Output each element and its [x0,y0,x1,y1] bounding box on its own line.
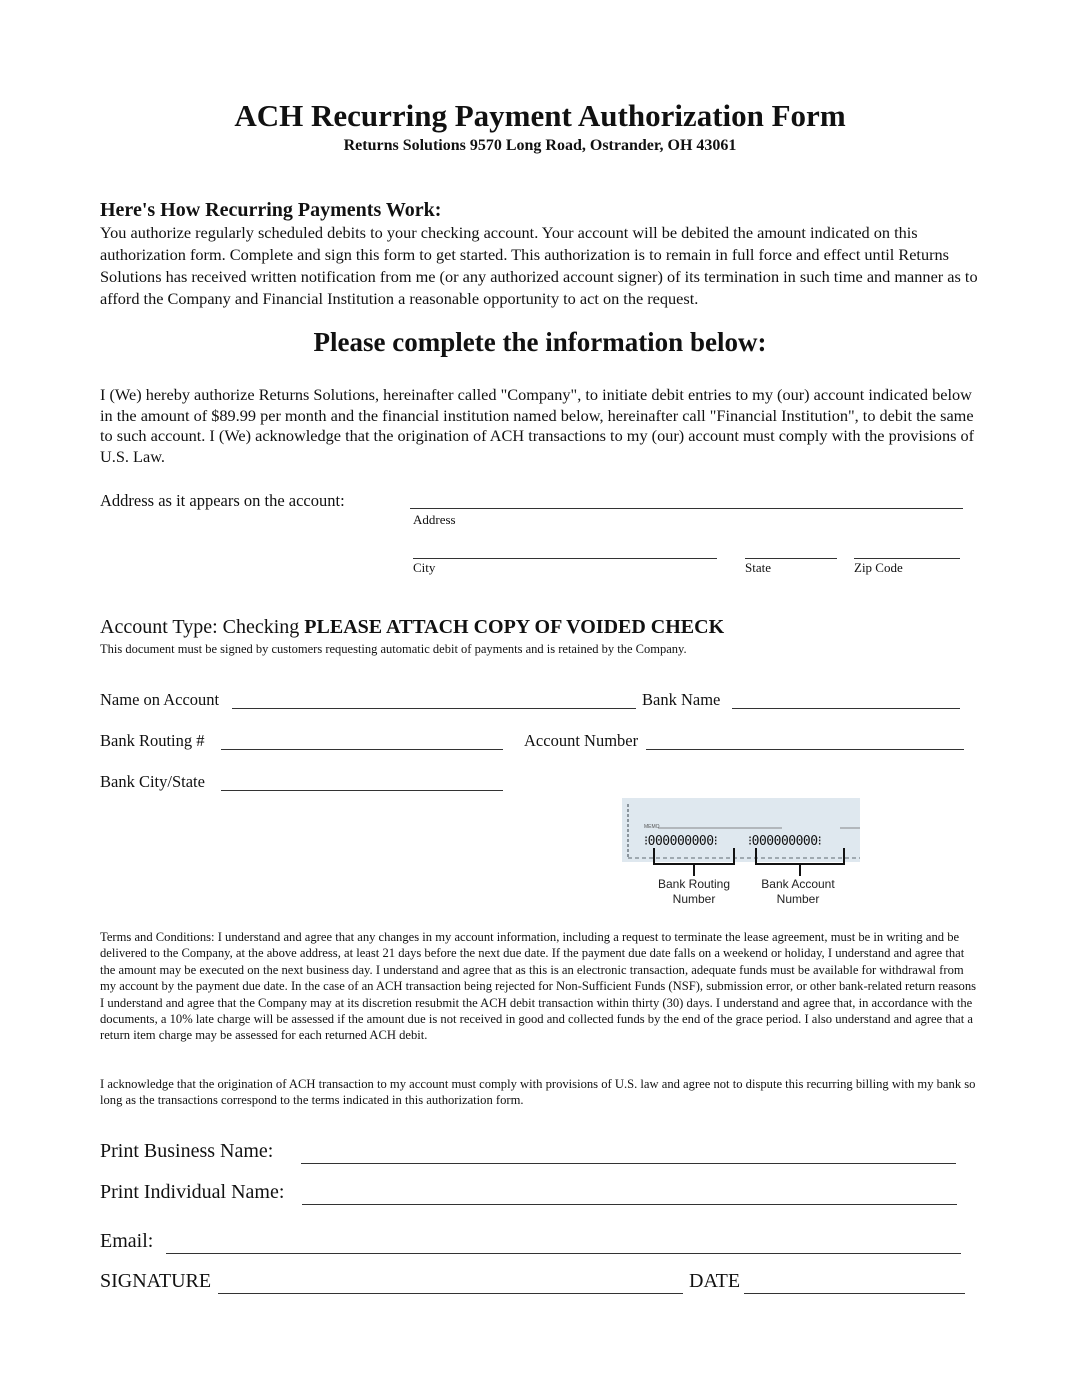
name-on-account-label: Name on Account [100,690,220,709]
svg-text:⁝000000000⁝: ⁝000000000⁝ [748,834,822,849]
business-name-label: Print Business Name: [100,1140,274,1162]
address-caption: Address [413,512,456,527]
name-on-account-field[interactable] [232,692,636,709]
account-number-caption: Bank Account Number [761,877,835,906]
email-label: Email: [100,1230,154,1252]
bank-name-input[interactable] [732,692,964,710]
signature-requirement-note: This document must be signed by customers requesting automatic debit of payments and is retained by the Company. [100,642,687,656]
routing-number-caption: Bank Routing Number [657,877,731,906]
authorization-text: I (We) hereby authorize Returns Solutions, hereinafter called "Company", to initiate debit entries to my (our) account indicated below in the amount of $89.99 per month and the financial institution named below, hereinafter call "Financial Institution", to debit the same to such account. I (We) acknowledge that the origination of ACH transactions to my (our) account must comply with the provisions of U.S. Law. [100,385,975,466]
form-title: ACH Recurring Payment Authorization Form [234,98,846,133]
business-name-field[interactable] [301,1145,956,1164]
how-it-works-body: You authorize regularly scheduled debits to your checking account. Your account will be debited the amount indicated on this authorization form. Complete and sign this form to get started. This authorization is to remain in full force and effect until Returns Solutions has received written notification from me (or any authorized account signer) of its termination in such time and manner as to afford the Company and Financial Institution a reasonable opportunity to act on the request. [100,223,978,308]
svg-text:MEMO: MEMO [644,824,660,830]
signature-field[interactable] [218,1275,683,1294]
signature-input[interactable] [218,1275,687,1295]
instructions-heading: Please complete the information below: [313,327,767,357]
city-field[interactable] [413,542,717,559]
state-caption: State [745,560,771,575]
routing-number-field[interactable] [221,733,503,750]
zip-caption: Zip Code [854,560,903,575]
account-number-field[interactable] [646,733,964,750]
voided-check-notice: PLEASE ATTACH COPY OF VOIDED CHECK [304,616,725,638]
city-caption: City [413,560,436,575]
how-it-works-heading: Here's How Recurring Payments Work: [100,199,442,221]
zip-field[interactable] [854,542,960,559]
acknowledgement-text: I acknowledge that the origination of ACH transaction to my account must comply with provisions of U.S. law and agree not to dispute this recurring billing with my bank so long as the transactions correspond to the terms indicated in this authorization form. [100,1077,976,1108]
address-field[interactable] [410,492,963,509]
account-number-input[interactable] [646,733,968,751]
individual-name-label: Print Individual Name: [100,1181,285,1203]
account-number-label: Account Number [524,731,639,750]
date-input[interactable] [744,1275,969,1295]
address-input[interactable] [410,492,967,510]
name-on-account-input[interactable] [232,692,640,710]
bank-name-label: Bank Name [642,690,721,709]
individual-name-field[interactable] [302,1186,957,1205]
business-name-input[interactable] [301,1145,960,1165]
company-address: Returns Solutions 9570 Long Road, Ostrander, OH 43061 [343,137,737,154]
account-type-label: Account Type: Checking [100,616,300,638]
bank-city-state-field[interactable] [221,774,503,791]
state-field[interactable] [745,542,837,559]
routing-number-label: Bank Routing # [100,731,205,750]
date-field[interactable] [744,1275,965,1294]
signature-label: SIGNATURE [100,1270,212,1292]
date-label: DATE [689,1270,741,1292]
individual-name-input[interactable] [302,1186,961,1206]
terms-and-conditions: Terms and Conditions: I understand and agree that any changes in my account information, including a request to terminate the lease agreement, must be in writing and be delivered to the Company, at the above address, at least 21 days before the next due date. If the payment due date falls on a weekend or holiday, I understand and agree that the amount may be executed on the next business day. I understand and agree that as this is an electronic transaction, adequate funds must be available for withdrawal from my account by the payment due date. In the case of an ACH transaction being rejected for Non-Sufficient Funds (NSF), submission error, or other bank-related return reasons I understand and agree that the Company may at its discretion resubmit the ACH debit transaction within thirty (30) days. I understand and agree that, in accordance with the documents, a 10% late charge will be assessed if the amount due is not received in good and collected funds by the end of the grace period. I also understand and agree that a return item charge may be assessed for each returned ACH debit. [100,930,977,1043]
zip-input[interactable] [854,542,964,560]
state-input[interactable] [745,542,841,560]
email-input[interactable] [166,1235,965,1255]
bank-name-field[interactable] [732,692,960,709]
account-type-line [100,616,724,639]
address-section-label: Address as it appears on the account: [100,491,345,510]
routing-number-input[interactable] [221,733,507,751]
bank-city-state-label: Bank City/State [100,772,205,791]
bank-city-state-input[interactable] [221,774,507,792]
city-input[interactable] [413,542,721,560]
email-field[interactable] [166,1235,961,1254]
check-illustration [622,798,860,910]
svg-text:⁝000000000⁝: ⁝000000000⁝ [644,834,718,849]
